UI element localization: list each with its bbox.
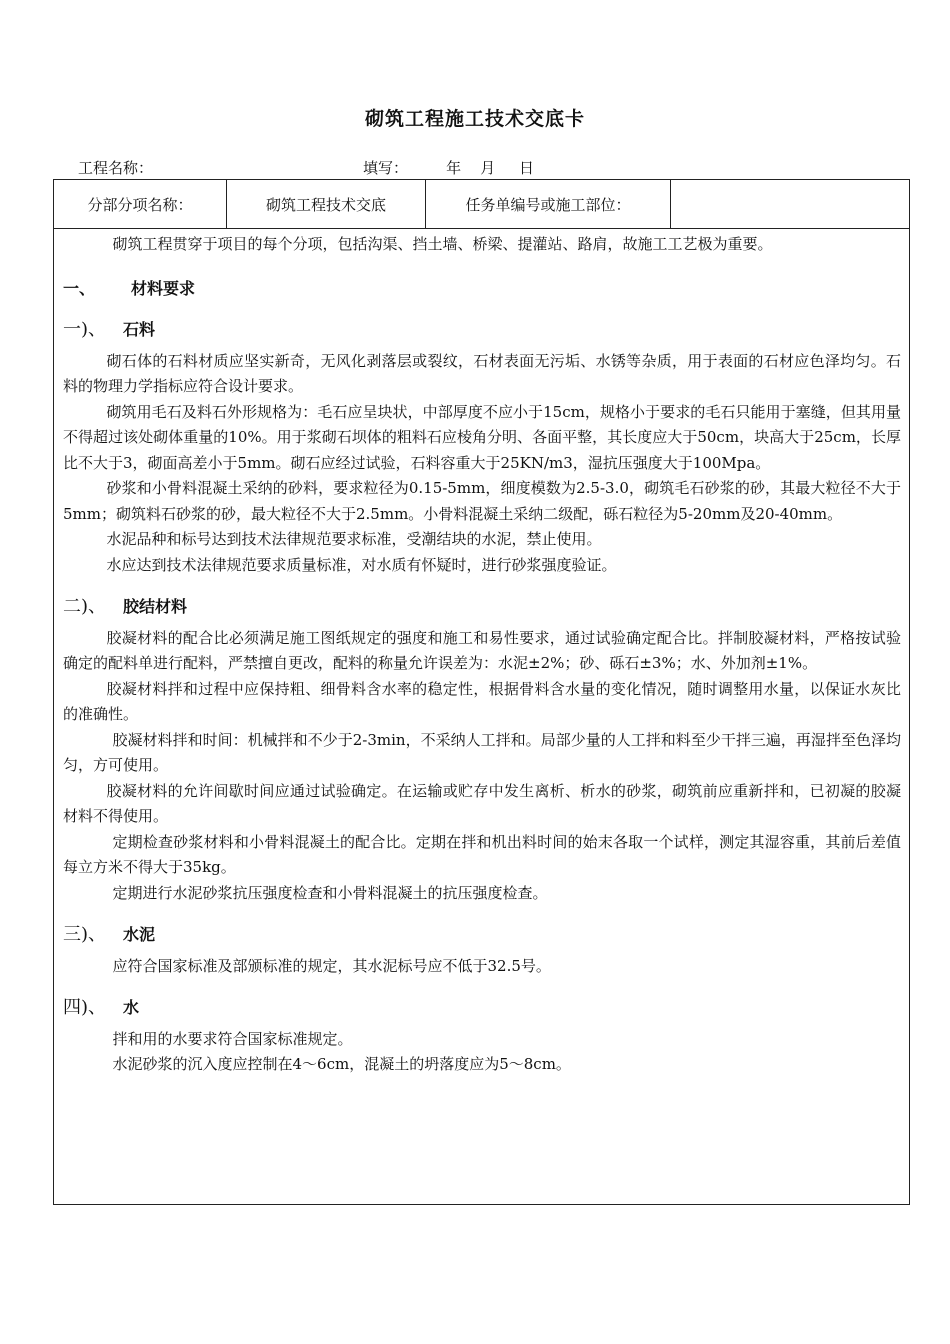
subsection-number: 一)、	[63, 319, 107, 340]
fill-date-label: 填写： 年 月 日	[363, 159, 535, 177]
task-label: 任务单编号或施工部位：	[426, 180, 671, 228]
content-body	[63, 232, 901, 1078]
paragraph: 胶凝材料拌和过程中应保持粗、细骨料含水率的稳定性，根据骨料含水量的变化情况，随时调整用水量，以保证水灰比的准确性。	[63, 679, 901, 723]
paragraph: 定期检查砂浆材料和小骨料混凝土的配合比。定期在拌和机出料时间的始末各取一个试样，测定其湿容重，其前后差值每立方米不得大于35kg。	[63, 832, 901, 876]
disclosure-card-table	[53, 179, 910, 1205]
project-name-label: 工程名称：	[78, 159, 154, 177]
subsection-number: 三)、	[63, 924, 107, 945]
subsection-number: 四)、	[63, 997, 107, 1018]
task-value	[671, 180, 909, 228]
subsection-title: 水	[123, 998, 140, 1017]
paragraph: 定期进行水泥砂浆抗压强度检查和小骨料混凝土的抗压强度检查。	[112, 883, 548, 902]
paragraph: 胶凝材料的配合比必须满足施工图纸规定的强度和施工和易性要求，通过试验确定配合比。拌制胶凝材料，严格按试验确定的配料单进行配料，严禁擅自更改，配料的称量允许误差为：水泥±2%；砂、砾石±3%；水、外加剂±1%。	[63, 628, 901, 672]
section-heading	[63, 276, 901, 302]
paragraph: 应符合国家标准及部颁标准的规定，其水泥标号应不低于32.5号。	[112, 956, 551, 975]
paragraph: 砌石体的石料材质应坚实新奇，无风化剥落层或裂纹，石材表面无污垢、水锈等杂质，用于表面的石材应色泽均匀。石料的物理力学指标应符合设计要求。	[63, 351, 901, 395]
division-value: 砌筑工程技术交底	[227, 180, 426, 228]
subsection-title: 胶结材料	[123, 597, 188, 616]
division-label: 分部分项名称：	[54, 180, 227, 228]
paragraph: 拌和用的水要求符合国家标准规定。	[112, 1029, 353, 1048]
subsection-title: 水泥	[123, 925, 156, 944]
intro-paragraph: 砌筑工程贯穿于项目的每个分项，包括沟渠、挡土墙、桥梁、提灌站、路肩，故施工工艺极为重要。	[112, 235, 773, 253]
subsection-title: 石料	[123, 320, 156, 339]
paragraph: 胶凝材料拌和时间：机械拌和不少于2-3min，不采纳人工拌和。局部少量的人工拌和料至少干拌三遍，再湿拌至色泽均匀，方可使用。	[63, 730, 901, 774]
section-title: 材料要求	[131, 278, 196, 298]
subsection-heading-cement	[63, 922, 901, 948]
header-row	[54, 180, 909, 229]
subsection-number: 二)、	[63, 596, 107, 617]
subsection-heading-stone	[63, 317, 901, 343]
paragraph: 胶凝材料的允许间歇时间应通过试验确定。在运输或贮存中发生离析、析水的砂浆，砌筑前应重新拌和，已初凝的胶凝材料不得使用。	[63, 781, 901, 825]
subsection-heading-binder	[63, 594, 901, 620]
document-title: 砌筑工程施工技术交底卡	[364, 108, 585, 130]
section-number: 一、	[63, 278, 96, 298]
subsection-heading-water	[63, 995, 901, 1021]
paragraph: 砂浆和小骨料混凝土采纳的砂料，要求粒径为0.15-5mm，细度模数为2.5-3.0，砌筑毛石砂浆的砂，其最大粒径不大于5mm；砌筑料石砂浆的砂，最大粒径不大于2.5mm。小骨料混凝土采纳二级配，砾石粒径为5-20mm及20-40mm。	[63, 479, 901, 523]
paragraph: 水应达到技术法律规范要求质量标准，对水质有怀疑时，进行砂浆强度验证。	[106, 555, 617, 574]
paragraph: 水泥砂浆的沉入度应控制在4～6cm，混凝土的坍落度应为5～8cm。	[112, 1055, 571, 1073]
paragraph: 砌筑用毛石及料石外形规格为：毛石应呈块状，中部厚度不应小于15cm，规格小于要求的毛石只能用于塞缝，但其用量不得超过该处砌体重量的10%。用于浆砌石坝体的粗料石应棱角分明、各面平整，其长度应大于50cm，块高大于25cm，长厚比不大于3，砌面高差小于5mm。砌石应经过试验，石料容重大于25KN/m3，湿抗压强度大于100Mpa。	[63, 402, 901, 472]
paragraph: 水泥品种和标号达到技术法律规范要求标准，受潮结块的水泥，禁止使用。	[106, 530, 602, 548]
